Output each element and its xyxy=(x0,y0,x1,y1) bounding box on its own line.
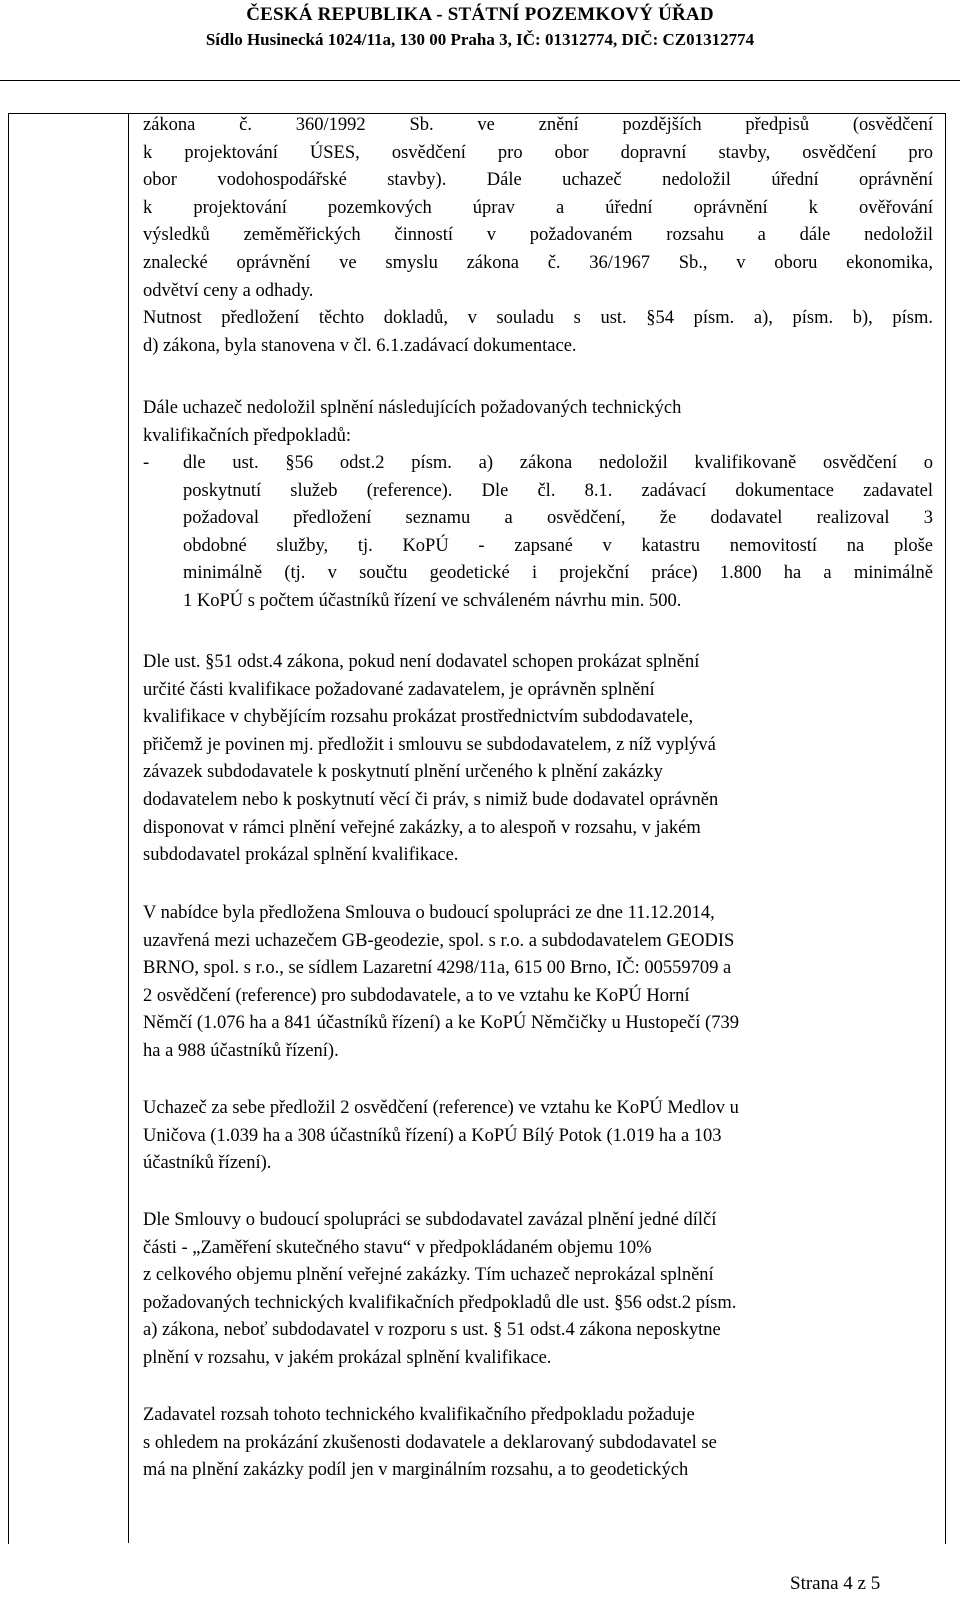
text-line: plnění v rozsahu, v jakém prokázal splnění kvalifikace. xyxy=(143,1347,552,1368)
text-line: disponovat v rámci plnění veřejné zakázky, a to alespoň v rozsahu, v jakém xyxy=(143,817,701,838)
text-line: kvalifikace v chybějícím rozsahu prokázat prostřednictvím subdodavatele, xyxy=(143,707,694,728)
paragraph-5 xyxy=(143,1095,933,1178)
text-line: Dále uchazeč nedoložil splnění následujících požadovaných technických xyxy=(143,398,682,418)
text-line: výsledků zeměměřických činností v požadovaném rozsahu a dále nedoložil xyxy=(143,225,933,246)
text-line: V nabídce byla předložena Smlouva o budoucí spolupráci ze dne 11.12.2014, xyxy=(143,903,715,923)
text-line: obor vodohospodářské stavby). Dále uchazeč nedoložil úřední oprávnění xyxy=(143,170,933,191)
paragraph-4 xyxy=(143,900,933,1066)
text-line: Dle ust. §51 odst.4 zákona, pokud není dodavatel schopen prokázat splnění xyxy=(143,652,700,672)
text-line: poskytnutí služeb (reference). Dle čl. 8.1. zadávací dokumentace zadavatel xyxy=(183,480,933,501)
text-line: Uničova (1.039 ha a 308 účastníků řízení) a KoPÚ Bílý Potok (1.019 ha a 103 xyxy=(143,1125,722,1146)
paragraph-3 xyxy=(143,649,933,870)
text-line: určité části kvalifikace požadované zadavatelem, je oprávněn splnění xyxy=(143,679,655,700)
text-line: s ohledem na prokázání zkušenosti dodavatele a deklarovaný subdodavatel se xyxy=(143,1432,717,1453)
text-line: subdodavatel prokázal splnění kvalifikace. xyxy=(143,845,459,866)
text-line: odvětví ceny a odhady. xyxy=(143,280,314,301)
text-line: Zadavatel rozsah tohoto technického kvalifikačního předpokladu požaduje xyxy=(143,1405,695,1425)
text-line: 1 KoPÚ s počtem účastníků řízení ve schváleném návrhu min. 500. xyxy=(183,590,682,611)
text-line: znalecké oprávnění ve smyslu zákona č. 36/1967 Sb., v oboru ekonomika, xyxy=(143,252,933,273)
text-line: požadovaných technických kvalifikačních předpokladů dle ust. §56 odst.2 písm. xyxy=(143,1292,737,1313)
paragraph-7 xyxy=(143,1402,933,1485)
requirement-list-item xyxy=(143,450,933,616)
text-line: zákona č. 360/1992 Sb. ve znění pozdějších předpisů (osvědčení xyxy=(143,115,933,135)
text-line: požadoval předložení seznamu a osvědčení, že dodavatel realizoval 3 xyxy=(183,508,933,529)
paragraph-2-intro xyxy=(143,395,933,450)
text-line: má na plnění zakázky podíl jen v marginálním rozsahu, a to geodetických xyxy=(143,1460,689,1481)
text-line: závazek subdodavatele k poskytnutí plnění určeného k plnění zakázky xyxy=(143,762,663,783)
text-line: části - „Zaměření skutečného stavu“ v předpokládaném objemu 10% xyxy=(143,1237,652,1258)
text-line: kvalifikačních předpokladů: xyxy=(143,425,352,446)
paragraph-6 xyxy=(143,1207,933,1373)
page-number: Strana 4 z 5 xyxy=(790,1573,881,1594)
text-line: a) zákona, neboť subdodavatel v rozporu s ust. § 51 odst.4 zákona neposkytne xyxy=(143,1320,721,1341)
text-line: Němčí (1.076 ha a 841 účastníků řízení) a ke KoPÚ Němčičky u Hustopečí (739 xyxy=(143,1013,739,1034)
text-line: uzavřená mezi uchazečem GB-geodezie, spol. s r.o. a subdodavatelem GEODIS xyxy=(143,930,735,951)
paragraph-1 xyxy=(143,112,933,360)
header-address: Sídlo Husinecká 1024/11a, 130 00 Praha 3, IČ: 01312774, DIČ: CZ01312774 xyxy=(205,30,755,49)
text-line: dodavatelem nebo k poskytnutí věcí či práv, s nimiž bude dodavatel oprávněn xyxy=(143,789,719,810)
text-line: z celkového objemu plnění veřejné zakázky. Tím uchazeč neprokázal splnění xyxy=(143,1265,714,1286)
table-column-divider xyxy=(128,113,129,1543)
text-line: přičemž je povinen mj. předložit i smlouvu se subdodavatelem, z níž vyplývá xyxy=(143,734,716,755)
text-line: Dle Smlouvy o budoucí spolupráci se subdodavatel zavázal plnění jedné dílčí xyxy=(143,1210,717,1230)
text-line: k projektování pozemkových úprav a úřední oprávnění k ověřování xyxy=(143,197,933,218)
text-line: BRNO, spol. s r.o., se sídlem Lazaretní 4298/11a, 615 00 Brno, IČ: 00559709 a xyxy=(143,958,732,979)
text-line: minimálně (tj. v součtu geodetické i projekční práce) 1.800 ha a minimálně xyxy=(183,563,933,584)
text-line: účastníků řízení). xyxy=(143,1153,272,1174)
text-line: d) zákona, byla stanovena v čl. 6.1.zadávací dokumentace. xyxy=(143,335,577,356)
text-line: Uchazeč za sebe předložil 2 osvědčení (reference) ve vztahu ke KoPÚ Medlov u xyxy=(143,1098,739,1118)
table-cell-content xyxy=(143,112,933,1481)
text-line: k projektování ÚSES, osvědčení pro obor dopravní stavby, osvědčení pro xyxy=(143,142,933,163)
text-line: obdobné služby, tj. KoPÚ - zapsané v katastru nemovitostí na ploše xyxy=(183,535,933,556)
text-line: dle ust. §56 odst.2 písm. a) zákona nedoložil kvalifikovaně osvědčení o xyxy=(183,453,933,473)
text-line: ha a 988 účastníků řízení). xyxy=(143,1040,339,1061)
text-line: 2 osvědčení (reference) pro subdodavatele, a to ve vztahu ke KoPÚ Horní xyxy=(143,985,690,1006)
text-line: Nutnost předložení těchto dokladů, v souladu s ust. §54 písm. a), písm. b), písm. xyxy=(143,308,933,329)
header-rule xyxy=(0,80,960,81)
header-title: ČESKÁ REPUBLIKA - STÁTNÍ POZEMKOVÝ ÚŘAD xyxy=(246,4,714,25)
list-dash: - xyxy=(143,453,150,473)
